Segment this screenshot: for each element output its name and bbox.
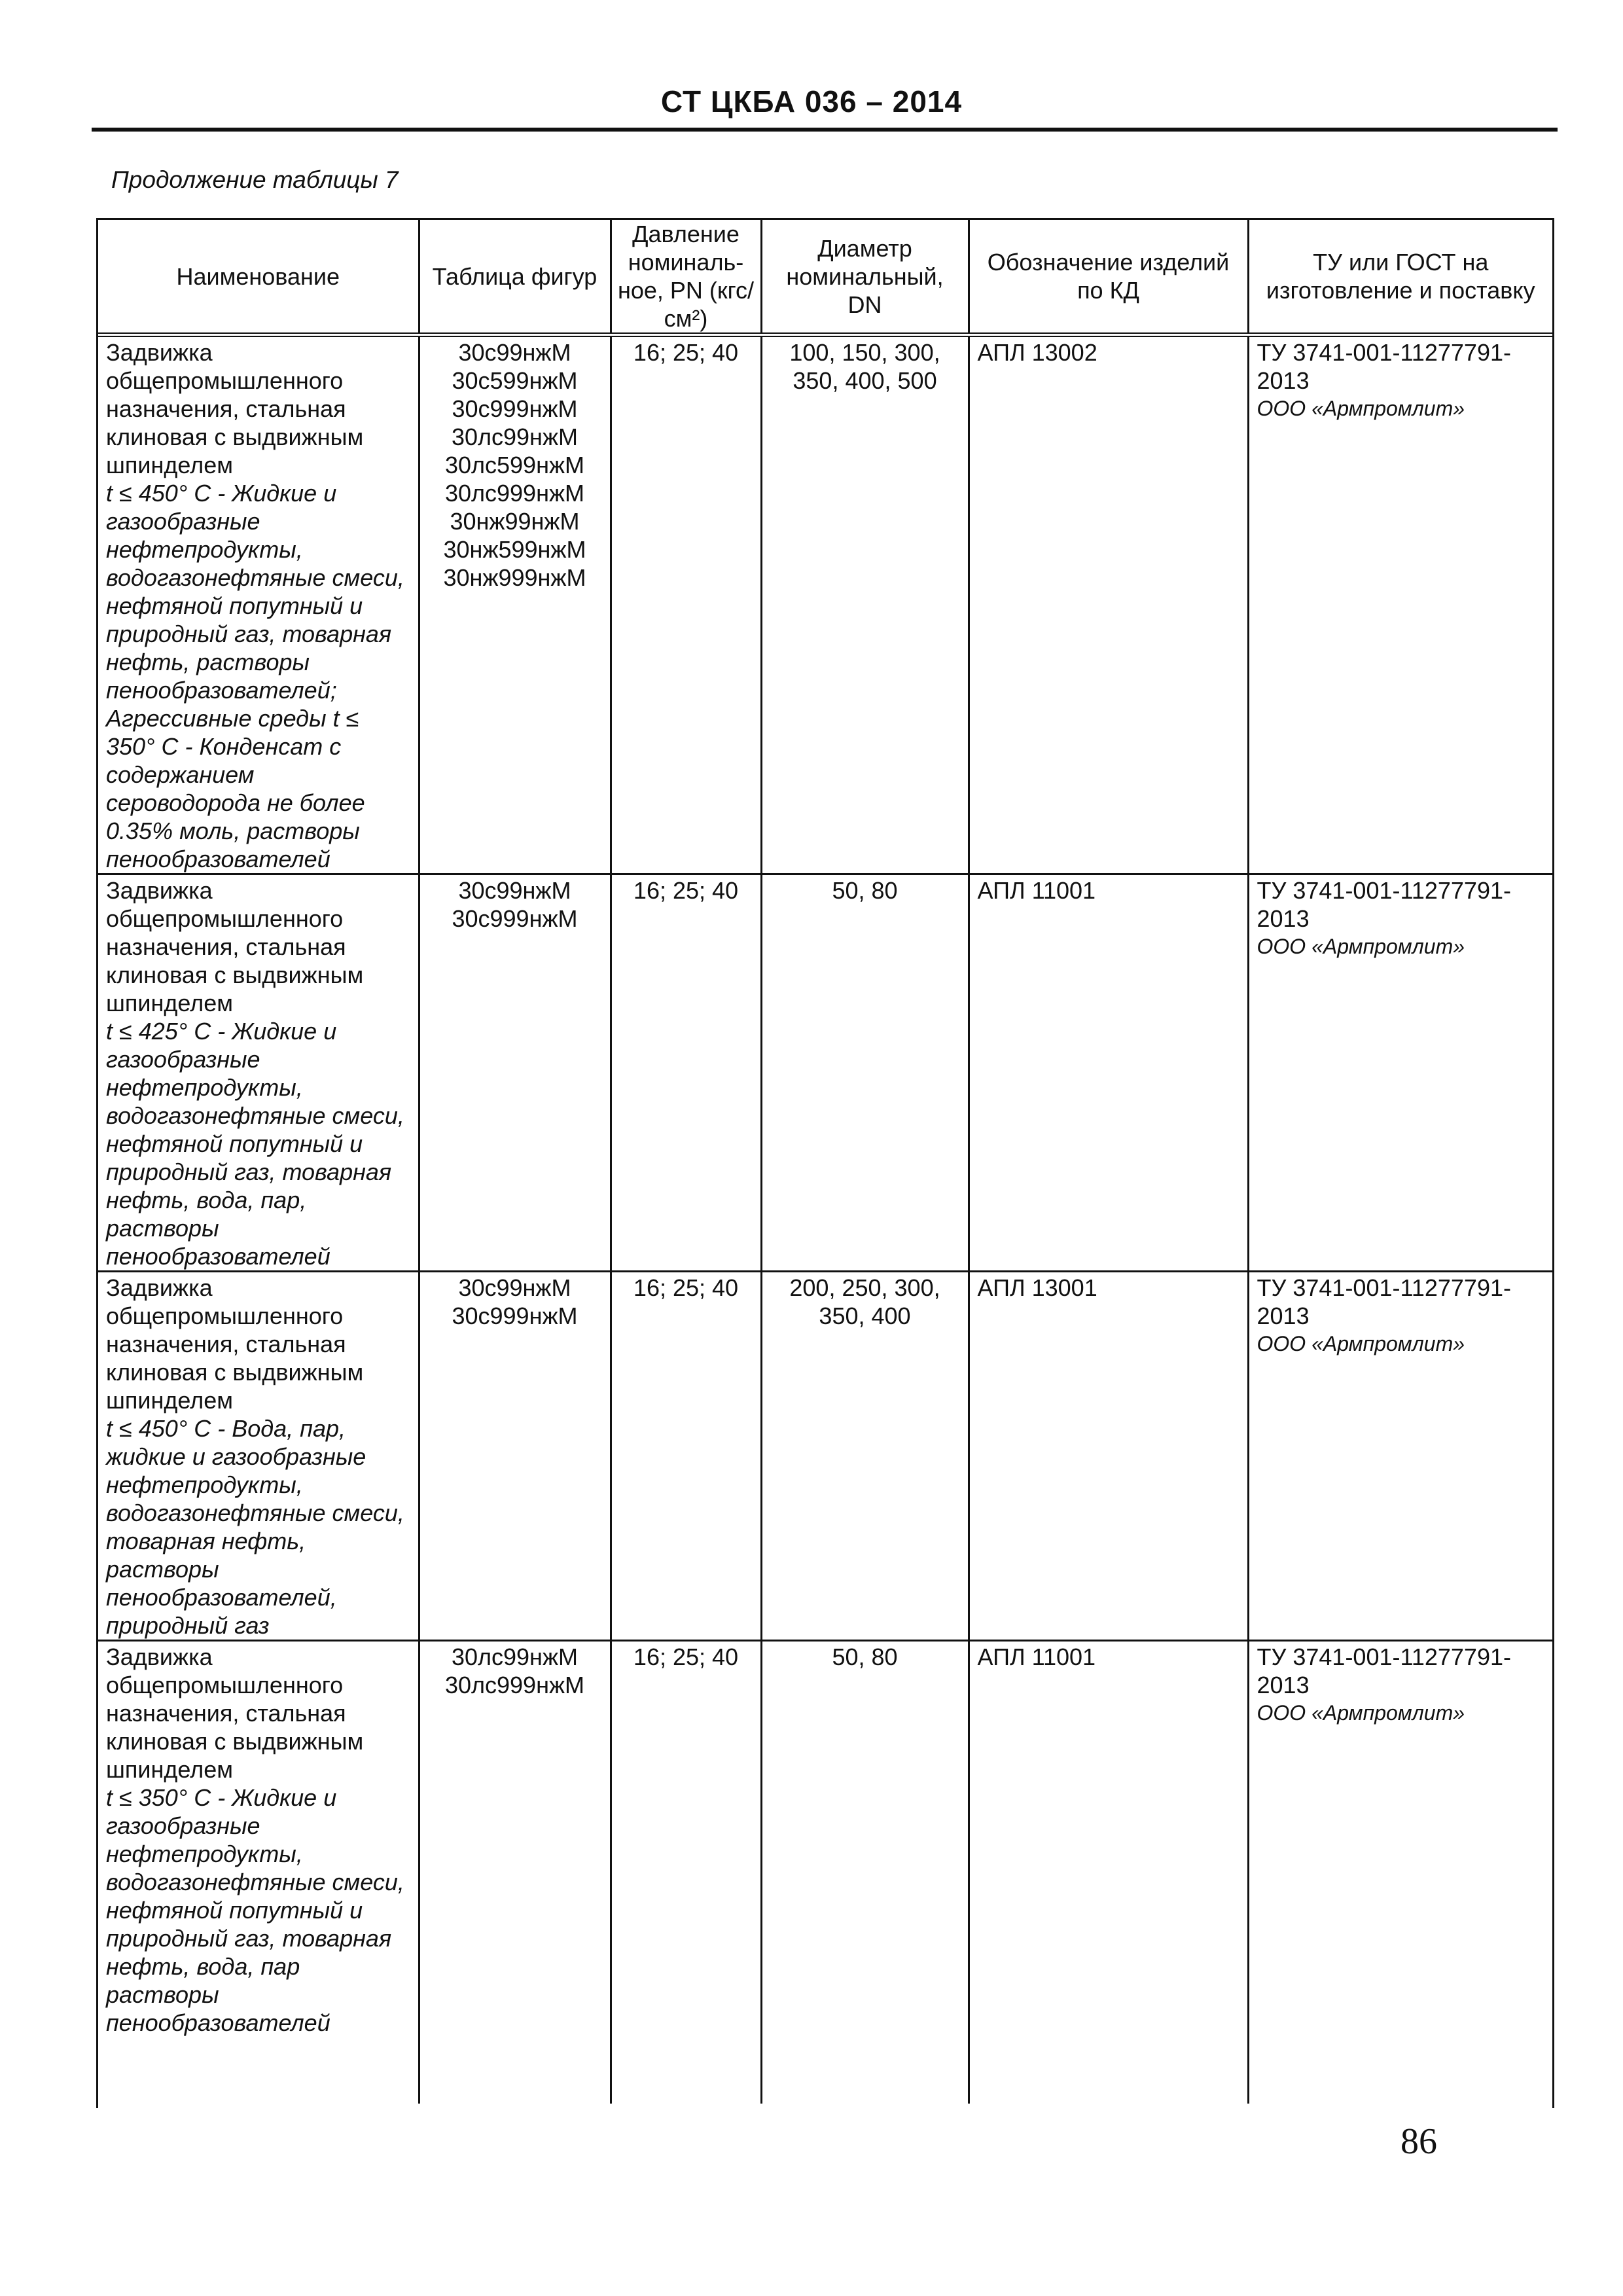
cell-figures [419, 1272, 611, 1641]
figure-code: 30с999нжМ [452, 1302, 578, 1329]
cell-name [98, 335, 419, 874]
valve-media: t ≤ 425° С - Жидкие и газообразные нефтепродукты, водогазонефтяные смеси, нефтяной попутный и природный газ, товарная нефть, вода, пар, растворы пенообразователей [106, 1018, 404, 1270]
column-header-diameter: Диаметр номинальный, DN [761, 220, 969, 335]
figure-code: 30лс999нжМ [444, 480, 585, 507]
figure-code: 30нж999нжМ [443, 564, 586, 591]
manufacturer: ООО «Армпромлит» [1257, 397, 1465, 420]
cell-name [98, 1272, 419, 1641]
figure-code: 30лс99нжМ [451, 1643, 579, 1670]
page-number: 86 [1400, 2121, 1437, 2162]
table-body [98, 335, 1552, 2104]
cell-tu-gost [1248, 874, 1552, 1272]
table-row [98, 335, 1552, 874]
figure-code: 30лс599нжМ [444, 452, 585, 478]
cell-designation: АПЛ 13002 [969, 335, 1248, 874]
table-row-continuation [98, 2037, 1552, 2104]
table-row [98, 1641, 1552, 2037]
header-rule [92, 128, 1558, 132]
figure-code: 30с999нжМ [452, 395, 578, 422]
tu-code: ТУ 3741-001-11277791-2013 [1257, 1274, 1511, 1329]
valve-media: t ≤ 350° С - Жидкие и газообразные нефтепродукты, водогазонефтяные смеси, нефтяной попутный и природный газ, товарная нефть, вода, пар растворы пенообразователей [106, 1784, 404, 2036]
table-row [98, 874, 1552, 1272]
cell-figures [419, 335, 611, 874]
cell-tu-gost [1248, 1272, 1552, 1641]
figure-code: 30с599нжМ [452, 367, 578, 394]
cell-diameter: 50, 80 [761, 874, 969, 1272]
valve-name: Задвижка общепромышленного назначения, стальная клиновая с выдвижным шпинделем [106, 1274, 364, 1414]
cell-diameter: 50, 80 [761, 1641, 969, 2037]
cell-figures [419, 874, 611, 1272]
cell-name [98, 874, 419, 1272]
specification-table [98, 220, 1552, 2104]
cell-designation: АПЛ 13001 [969, 1272, 1248, 1641]
column-header-pressure: Давление номиналь-ное, PN (кгс/см²) [611, 220, 761, 335]
column-header-name: Наименование [98, 220, 419, 335]
table-header-row [98, 220, 1552, 335]
valve-media: t ≤ 450° С - Вода, пар, жидкие и газообразные нефтепродукты, водогазонефтяные смеси, товарная нефть, растворы пенообразователей, природный газ [106, 1415, 404, 1639]
figure-code: 30с99нжМ [458, 1274, 571, 1301]
column-header-figures: Таблица фигур [419, 220, 611, 335]
document-code: СТ ЦКБА 036 – 2014 [660, 84, 963, 118]
cell-name [98, 1641, 419, 2037]
table-caption: Продолжение таблицы 7 [111, 166, 399, 193]
cell-pressure: 16; 25; 40 [611, 874, 761, 1272]
cell-figures [419, 1641, 611, 2037]
manufacturer: ООО «Армпромлит» [1257, 935, 1465, 958]
table-row [98, 1272, 1552, 1641]
manufacturer: ООО «Армпромлит» [1257, 1332, 1465, 1355]
cell-diameter: 200, 250, 300, 350, 400 [761, 1272, 969, 1641]
tu-code: ТУ 3741-001-11277791-2013 [1257, 339, 1511, 394]
figure-code: 30нж99нжМ [450, 508, 580, 535]
figure-code: 30лс99нжМ [451, 423, 579, 450]
cell-pressure: 16; 25; 40 [611, 335, 761, 874]
valve-media: t ≤ 450° С - Жидкие и газообразные нефтепродукты, водогазонефтяные смеси, нефтяной попутный и природный газ, товарная нефть, растворы пенообразователей; Агрессивные среды t ≤ 350° С - Конденсат с содержанием сероводорода не более 0.35% моль, растворы пенообразователей [106, 480, 404, 872]
cell-tu-gost [1248, 1641, 1552, 2037]
figure-code: 30с99нжМ [458, 877, 571, 904]
specification-table-frame [96, 218, 1554, 2108]
manufacturer: ООО «Армпромлит» [1257, 1701, 1465, 1725]
figure-code: 30нж599нжМ [443, 536, 586, 563]
cell-designation: АПЛ 11001 [969, 1641, 1248, 2037]
cell-designation: АПЛ 11001 [969, 874, 1248, 1272]
column-header-designation: Обозначение изделий по КД [969, 220, 1248, 335]
valve-name: Задвижка общепромышленного назначения, стальная клиновая с выдвижным шпинделем [106, 1643, 364, 1783]
figure-code: 30с999нжМ [452, 905, 578, 932]
column-header-tu-gost: ТУ или ГОСТ на изготовление и поставку [1248, 220, 1552, 335]
figure-code: 30с99нжМ [458, 339, 571, 366]
cell-tu-gost [1248, 335, 1552, 874]
cell-pressure: 16; 25; 40 [611, 1641, 761, 2037]
valve-name: Задвижка общепромышленного назначения, стальная клиновая с выдвижным шпинделем [106, 339, 364, 478]
tu-code: ТУ 3741-001-11277791-2013 [1257, 1643, 1511, 1698]
figure-code: 30лс999нжМ [444, 1672, 585, 1698]
valve-name: Задвижка общепромышленного назначения, стальная клиновая с выдвижным шпинделем [106, 877, 364, 1016]
tu-code: ТУ 3741-001-11277791-2013 [1257, 877, 1511, 932]
cell-diameter: 100, 150, 300, 350, 400, 500 [761, 335, 969, 874]
cell-pressure: 16; 25; 40 [611, 1272, 761, 1641]
